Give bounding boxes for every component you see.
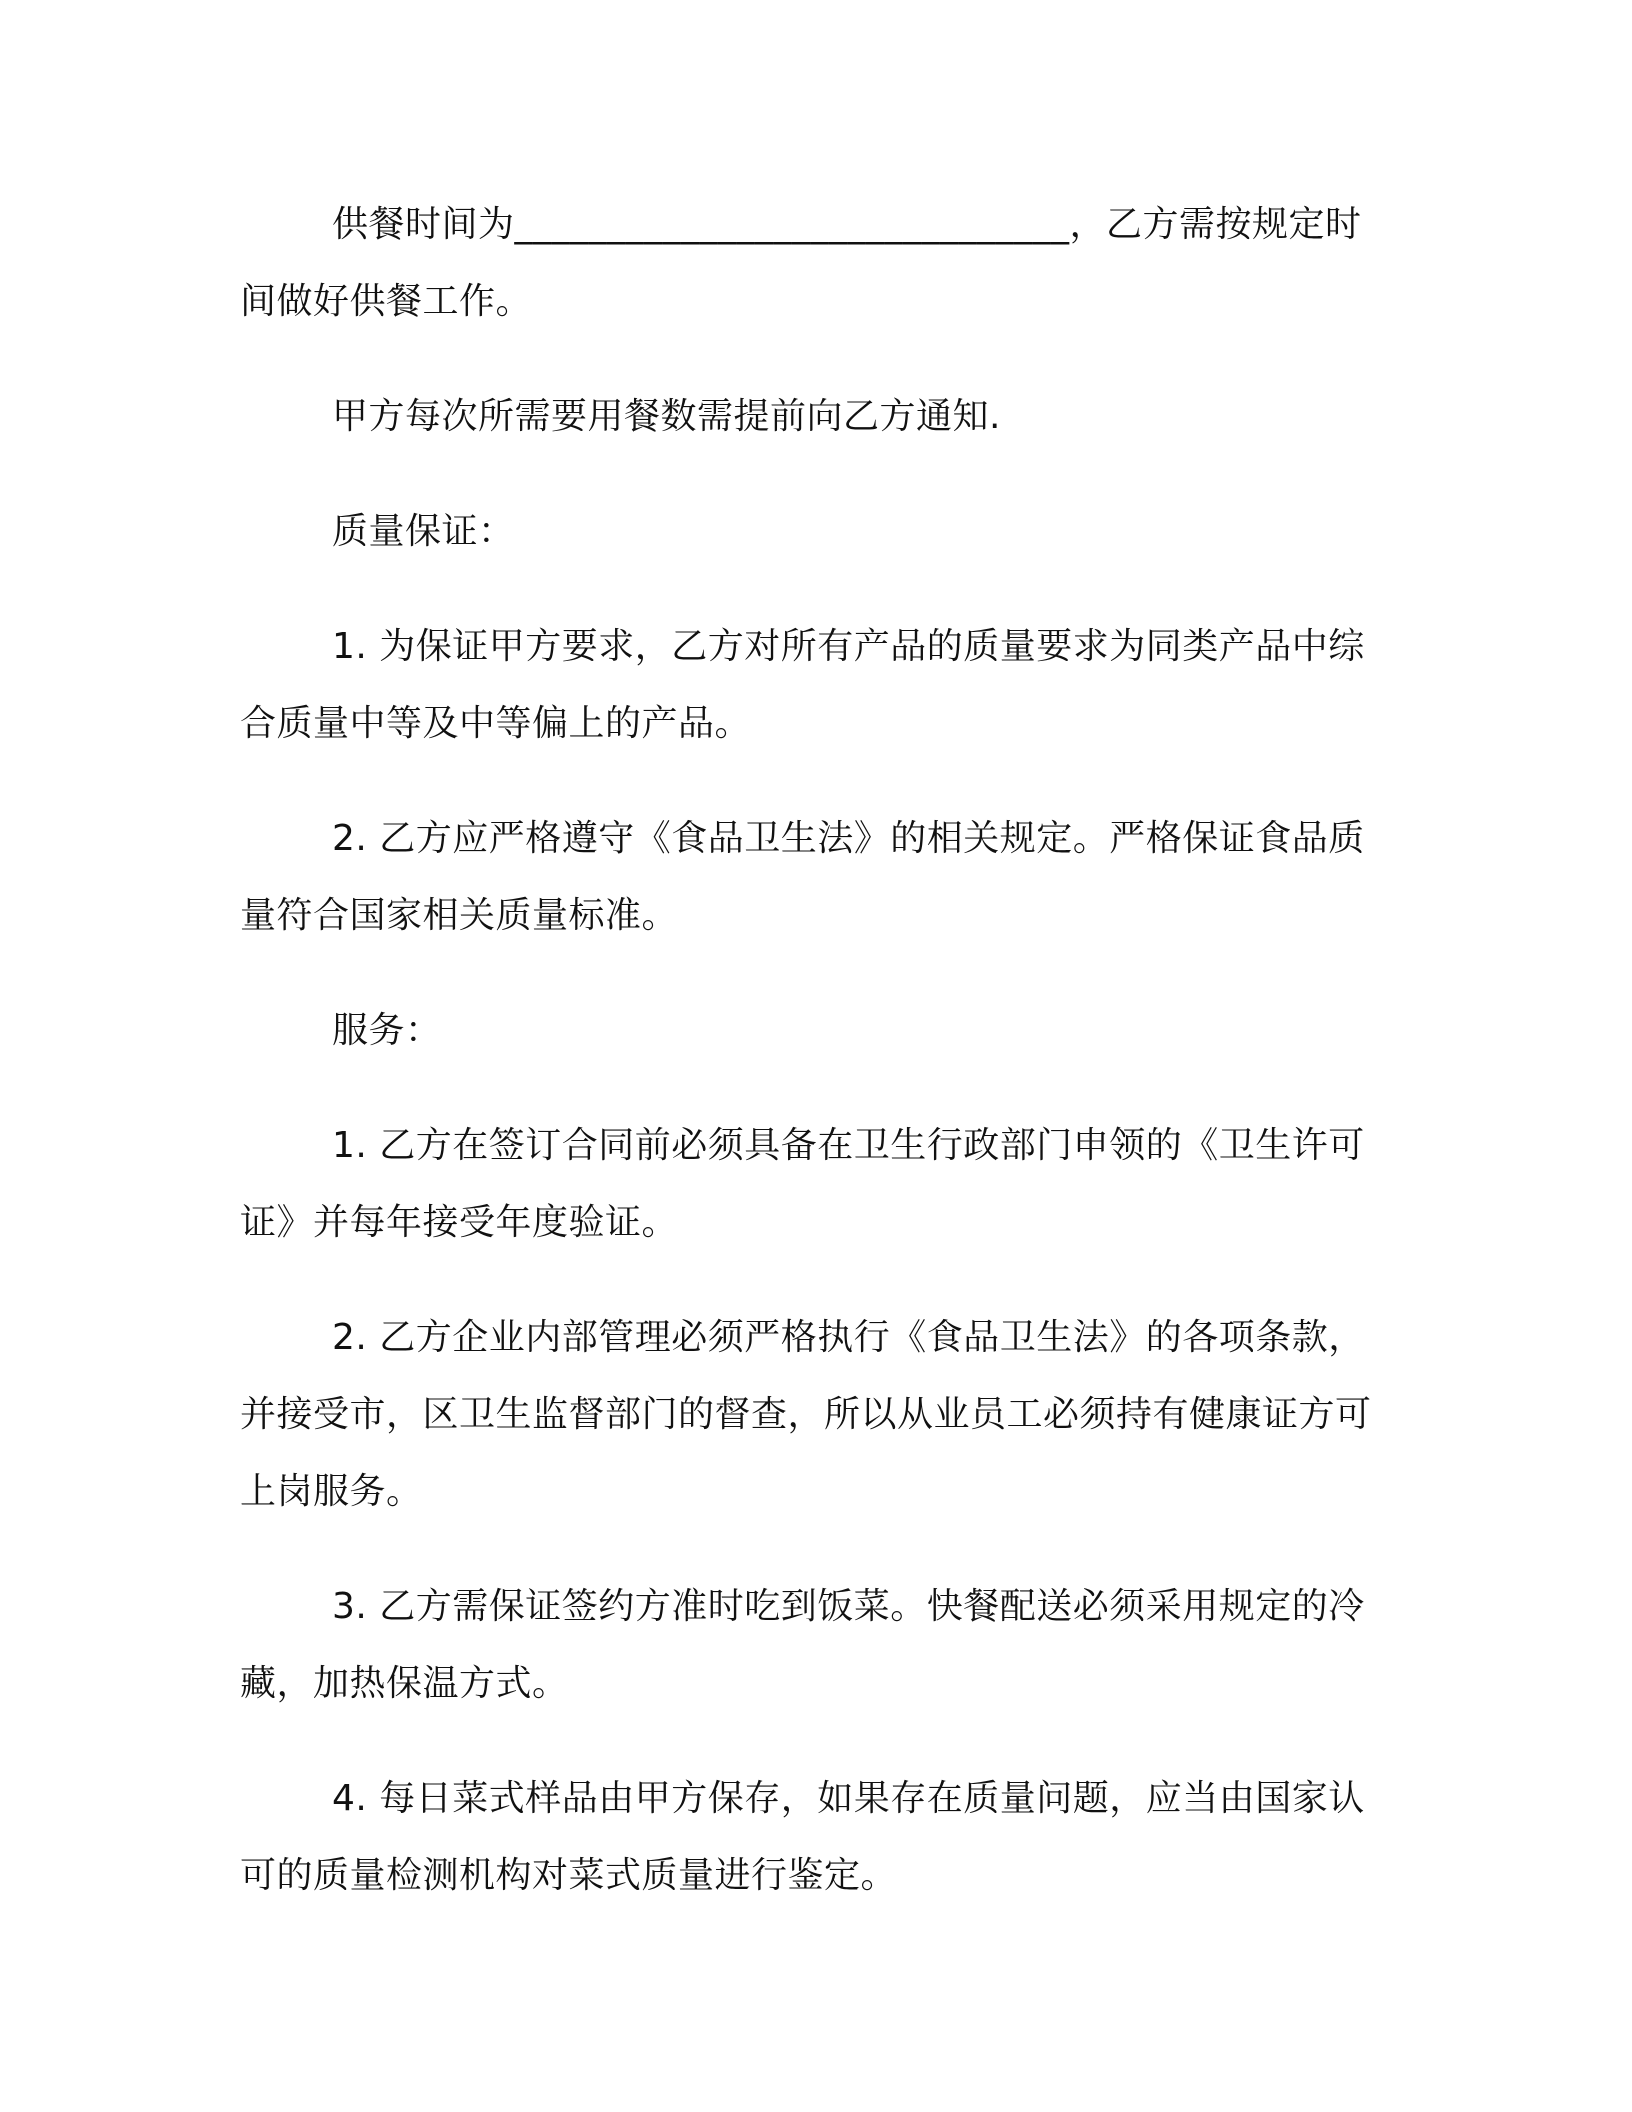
- document-body: [240, 186, 1380, 1952]
- paragraph-service-3: 3. 乙方需保证签约方准时吃到饭菜。快餐配送必须采用规定的冷藏，加热保温方式。: [240, 1586, 1365, 1704]
- paragraph-meal-time: 供餐时间为______________________________，乙方需按规定时间做好供餐工作。: [240, 204, 1362, 322]
- heading-quality-assurance: 质量保证：: [332, 511, 515, 552]
- paragraph-quality-1: 1. 为保证甲方要求，乙方对所有产品的质量要求为同类产品中综合质量中等及中等偏上的产品。: [240, 626, 1365, 744]
- paragraph-quality-2: 2. 乙方应严格遵守《食品卫生法》的相关规定。严格保证食品质量符合国家相关质量标准。: [240, 818, 1365, 936]
- paragraph-meal-notice: 甲方每次所需要用餐数需提前向乙方通知.: [332, 396, 1001, 437]
- paragraph-service-1: 1. 乙方在签订合同前必须具备在卫生行政部门申领的《卫生许可证》并每年接受年度验证。: [240, 1125, 1365, 1243]
- heading-service: 服务：: [332, 1010, 442, 1051]
- paragraph-service-4: 4. 每日菜式样品由甲方保存，如果存在质量问题，应当由国家认可的质量检测机构对菜式质量进行鉴定。: [240, 1778, 1365, 1896]
- paragraph-service-2: 2. 乙方企业内部管理必须严格执行《食品卫生法》的各项条款，并接受市，区卫生监督部门的督查，所以从业员工必须持有健康证方可上岗服务。: [240, 1317, 1372, 1512]
